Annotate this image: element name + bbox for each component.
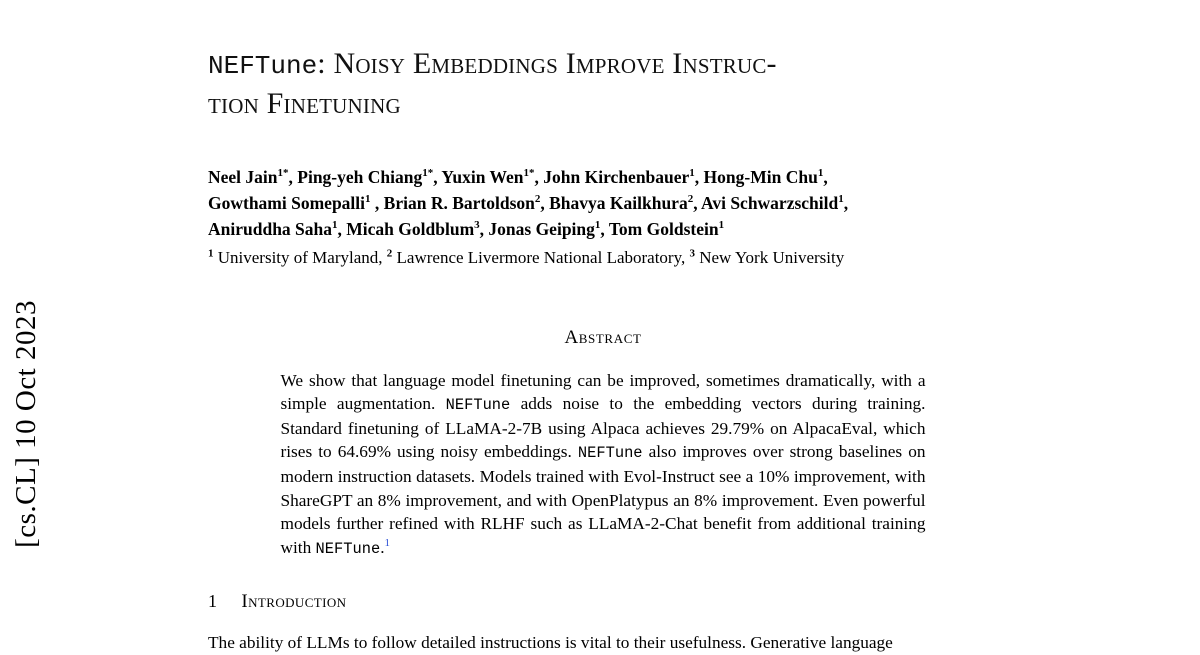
section-title: Introduction bbox=[241, 590, 347, 612]
title-rest-line2: tion Finetuning bbox=[208, 86, 401, 120]
title-rest-line1: : Noisy Embeddings Improve Instruc- bbox=[317, 47, 777, 80]
footnote-marker[interactable]: 1 bbox=[384, 537, 391, 550]
section-heading-introduction bbox=[208, 591, 998, 613]
affiliations: $^1$ University of Maryland, $^2$ Lawrence Livermore National Laboratory, $^3$ New York University bbox=[208, 247, 845, 267]
title-neftune-mono: NEFTune bbox=[208, 51, 318, 81]
abstract-text-4: . bbox=[380, 538, 385, 558]
section-number: 1 bbox=[208, 590, 218, 611]
abstract-text-3: also improves over strong baselines on modern instruction datasets. Models trained with Evol-Instruct see a 10% improvement, with ShareGPT an 8% improvement, and with OpenPlatypus an 8% improvement. Even powerful models further refined with RLHF such as LLaMA-2-Chat benefit from additional training with bbox=[280, 442, 926, 558]
arxiv-vertical-stamp: [cs.CL] 10 Oct 2023 bbox=[10, 300, 42, 548]
abstract-neftune-1: NEFTune bbox=[445, 396, 511, 415]
page-title bbox=[208, 44, 998, 123]
author-list bbox=[208, 165, 998, 270]
abstract-text-1: We show that language model finetuning can be improved, sometimes dramatically, with a simple augmentation. bbox=[280, 370, 926, 414]
abstract-neftune-3: NEFTune bbox=[315, 540, 381, 559]
paper-page bbox=[208, 0, 998, 652]
abstract-heading: Abstract bbox=[564, 326, 642, 348]
intro-paragraph-text: The ability of LLMs to follow detailed instructions is vital to their usefulness. Generative language bbox=[208, 632, 893, 652]
author-names: Neel Jain$^{1*}$, Ping-yeh Chiang$^{1*}$, Yuxin Wen$^{1*}$, John Kirchenbauer$^1$, Hong-Min Chu$^1$, Gowthami Somepalli$^1$ , Brian R. Bartoldson$^2$, Bhavya Kailkhura$^2$, Avi Schwarzschild$^1$, Aniruddha Saha$^1$, Micah Goldblum$^3$, Jonas Geiping$^1$, Tom Goldstein$^1$ bbox=[208, 167, 849, 239]
abstract-neftune-2: NEFTune bbox=[577, 444, 643, 463]
abstract-text-2: adds noise to the embedding vectors during training. Standard finetuning of LLaMA-2-7B using Alpaca achieves 29.79% on AlpacaEval, which rises to 64.69% using noisy embeddings. bbox=[280, 394, 926, 462]
abstract-body bbox=[281, 369, 926, 561]
section-body-paragraph bbox=[208, 631, 990, 655]
